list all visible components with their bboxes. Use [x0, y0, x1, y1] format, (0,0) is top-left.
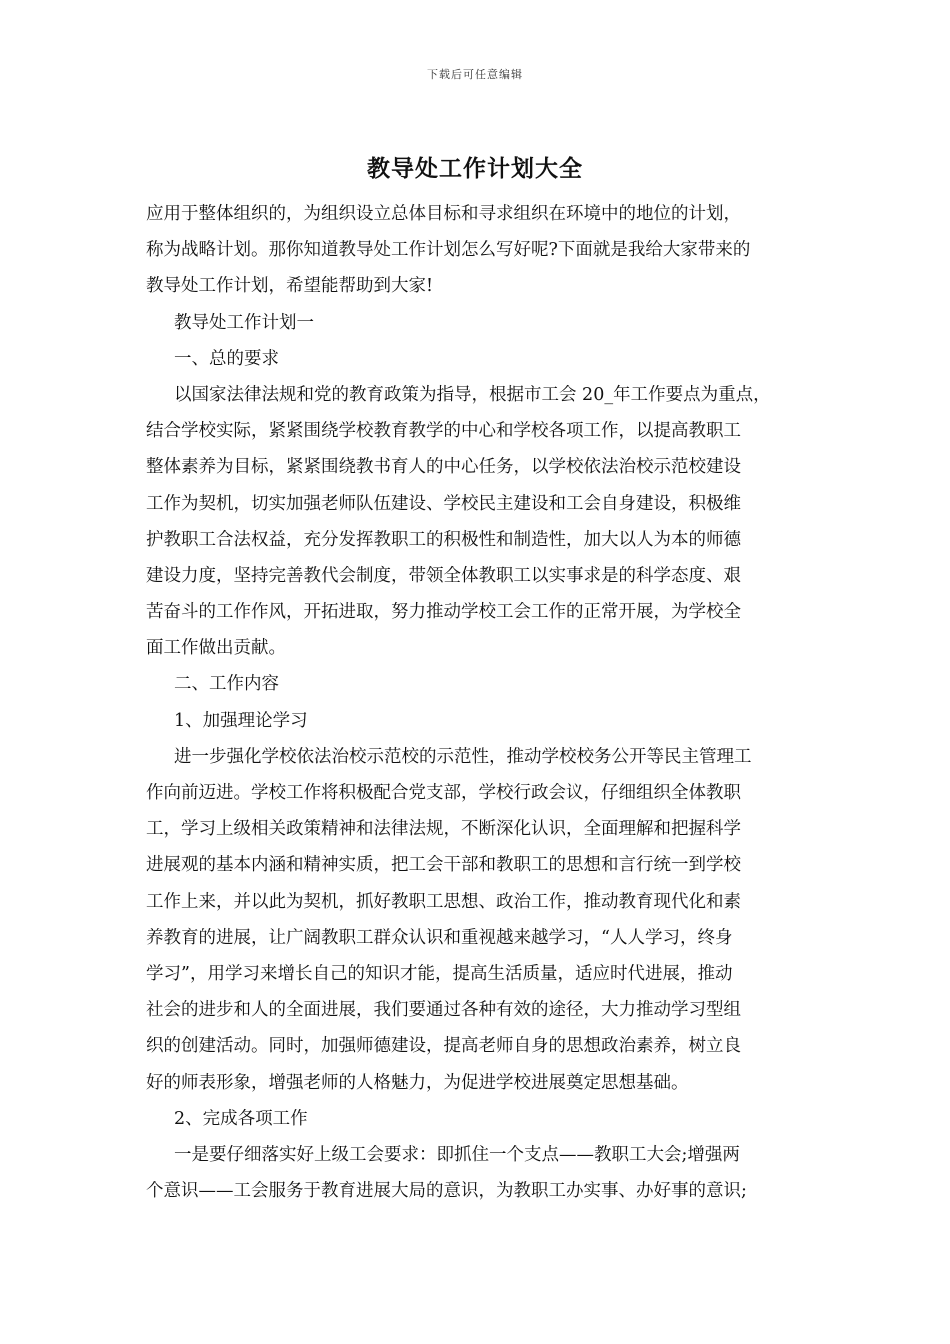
text-line: 个意识——工会服务于教育进展大局的意识，为教职工办实事、办好事的意识;	[146, 1181, 747, 1202]
text-line: 1、加强理论学习	[174, 710, 308, 731]
text-line: 教导处工作计划一	[174, 312, 314, 333]
text-line: 社会的进步和人的全面进展，我们要通过各种有效的途径，大力推动学习型组	[146, 1000, 741, 1021]
text-line: 护教职工合法权益，充分发挥教职工的积极性和制造性，加大以人为本的师德	[146, 529, 741, 550]
text-line: 二、工作内容	[174, 674, 279, 695]
text-line: 好的师表形象，增强老师的人格魅力，为促进学校进展奠定思想基础。	[146, 1072, 689, 1093]
text-line: 应用于整体组织的，为组织设立总体目标和寻求组织在环境中的地位的计划，	[146, 204, 741, 224]
text-line: 结合学校实际，紧紧围绕学校教育教学的中心和学校各项工作，以提高教职工	[146, 421, 741, 442]
text-line: 教导处工作计划，希望能帮助到大家!	[146, 276, 434, 297]
text-line: 一是要仔细落实好上级工会要求：即抓住一个支点——教职工大会;增强两	[174, 1144, 740, 1165]
text-line: 工作为契机，切实加强老师队伍建设、学校民主建设和工会自身建设，积极维	[146, 493, 741, 514]
text-line: 进一步强化学校依法治校示范校的示范性，推动学校校务公开等民主管理工	[174, 746, 752, 767]
text-line: 进展观的基本内涵和精神实质，把工会干部和教职工的思想和言行统一到学校	[146, 855, 741, 876]
document-title: 教导处工作计划大全	[367, 155, 583, 182]
text-line: 工，学习上级相关政策精神和法律法规，不断深化认识，全面理解和把握科学	[146, 819, 741, 840]
text-line: 苦奋斗的工作作风，开拓进取，努力推动学校工会工作的正常开展，为学校全	[146, 602, 741, 623]
text-line: 2、完成各项工作	[174, 1108, 308, 1129]
text-line: 作向前迈进。学校工作将积极配合党支部，学校行政会议，仔细组织全体教职	[146, 783, 741, 803]
text-line: 称为战略计划。那你知道教导处工作计划怎么写好呢?下面就是我给大家带来的	[146, 240, 751, 261]
text-line: 建设力度，坚持完善教代会制度，带领全体教职工以实事求是的科学态度、艰	[146, 565, 741, 586]
text-line: 工作上来，并以此为契机，抓好教职工思想、政治工作，推动教育现代化和素	[146, 891, 741, 912]
text-line: 以国家法律法规和党的教育政策为指导，根据市工会 20_年工作要点为重点，	[174, 384, 771, 405]
text-line: 织的创建活动。同时，加强师德建设，提高老师自身的思想政治素养，树立良	[146, 1036, 741, 1057]
document-body	[146, 196, 846, 1209]
text-line: 一、总的要求	[174, 348, 279, 369]
text-line: 养教育的进展，让广阔教职工群众认识和重视越来越学习，“人人学习，终身	[146, 927, 733, 948]
header-note: 下载后可任意编辑	[427, 68, 523, 81]
text-line: 面工作做出贡献。	[146, 638, 286, 659]
text-line: 整体素养为目标，紧紧围绕教书育人的中心任务，以学校依法治校示范校建设	[146, 457, 741, 478]
text-line: 学习”，用学习来增长自己的知识才能，提高生活质量，适应时代进展，推动	[146, 963, 733, 984]
